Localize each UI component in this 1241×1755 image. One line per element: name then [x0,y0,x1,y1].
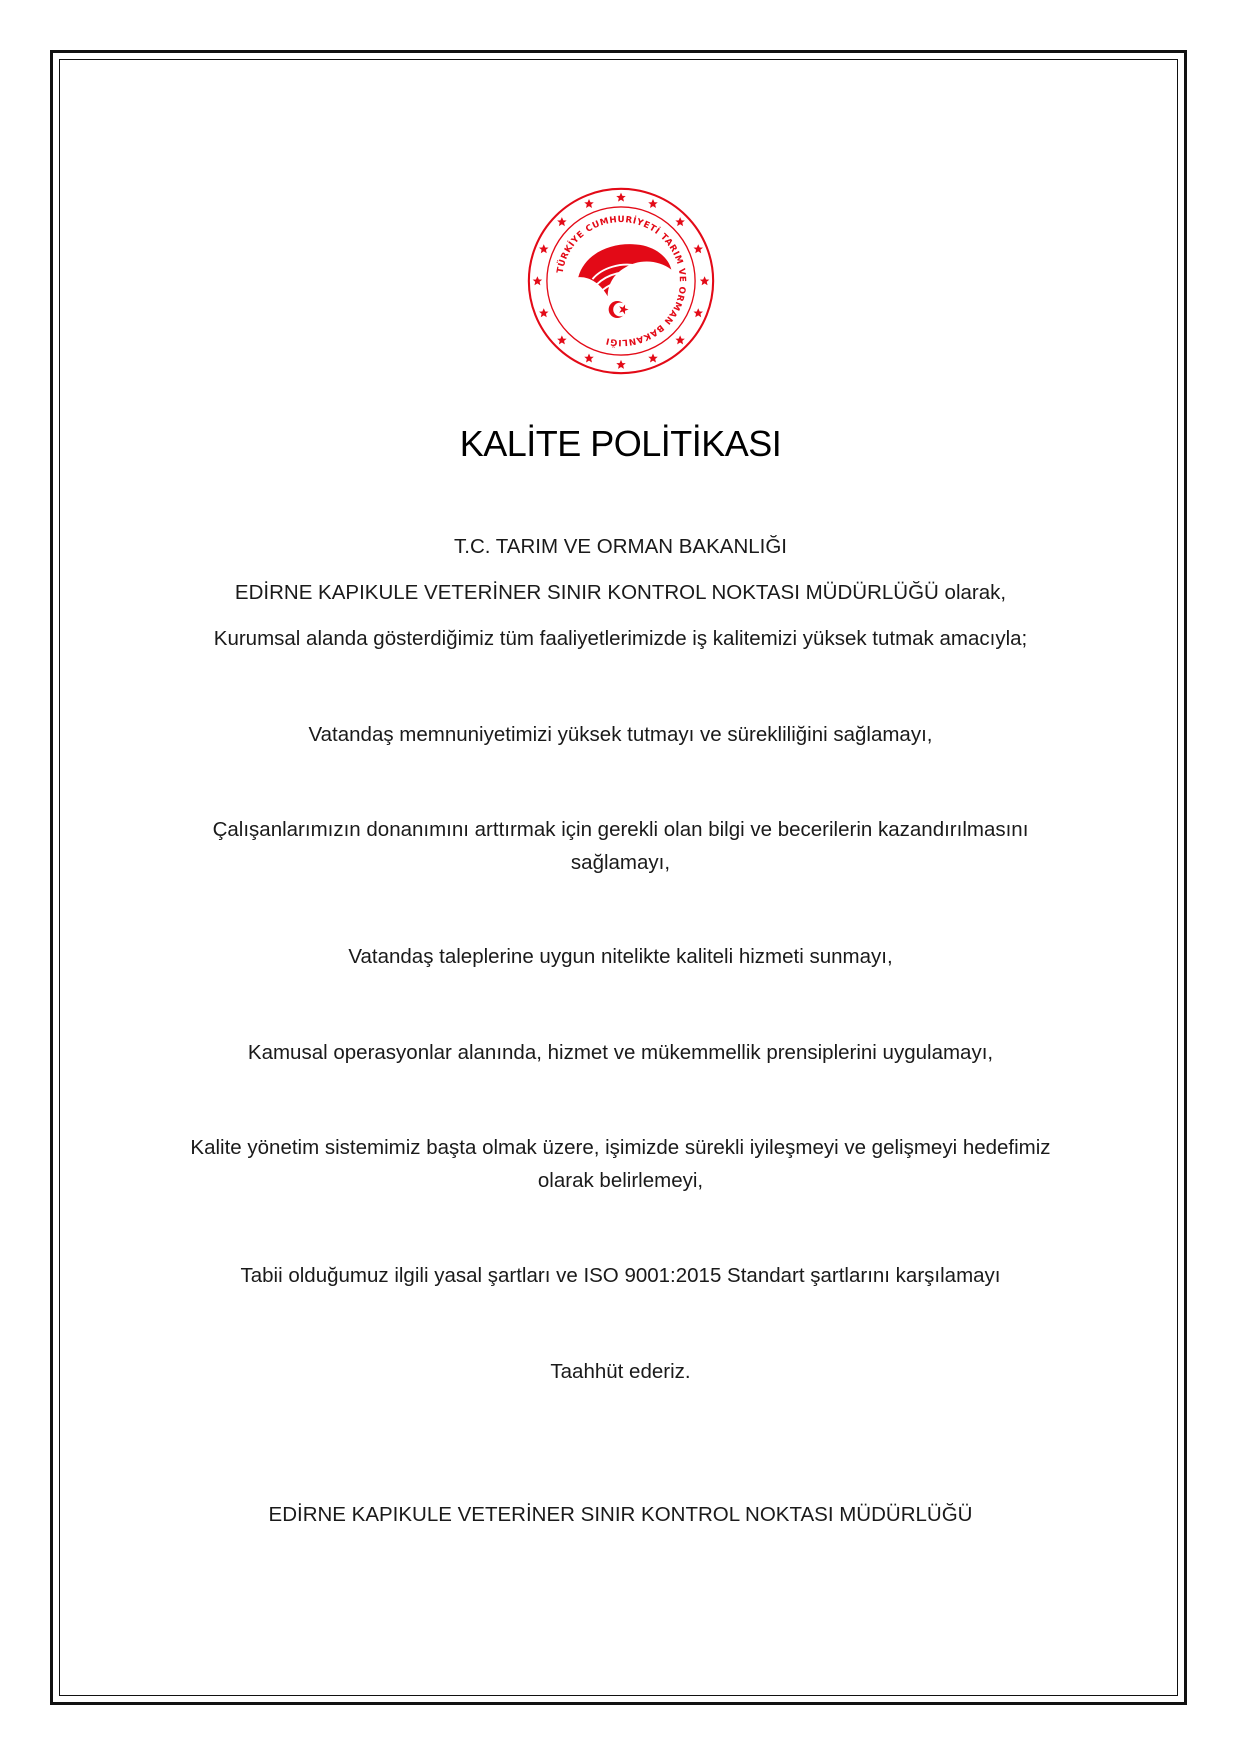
intro-line-ministry: T.C. TARIM VE ORMAN BAKANLIĞI [454,535,787,558]
commitment-5-line-2: olarak belirlemeyi, [537,1169,704,1192]
seal-star-icon [584,353,594,362]
seal-star-icon [616,193,626,202]
seal-star-icon [557,217,567,226]
seal-star-icon [584,199,594,208]
svg-text:TÜRKİYE CUMHURİYETİ TARIM VE O [556,215,687,349]
seal-star-icon [648,353,658,362]
intro-line-purpose: Kurumsal alanda gösterdiğimiz tüm faaliyetlerimizde iş kalitemizi yüksek tutmak amacıyla; [213,627,1028,650]
intro-line-directorate: EDİRNE KAPIKULE VETERİNER SINIR KONTROL NOKTASI MÜDÜRLÜĞÜ olarak, [234,581,1007,604]
seal-star-icon [648,199,658,208]
seal-star-icon [675,335,685,344]
seal-star-icon [557,335,567,344]
closing-statement: Taahhüt ederiz. [550,1360,691,1383]
seal-star-icon [693,244,703,253]
seal-star-icon [675,217,685,226]
ministry-seal-icon [526,186,716,376]
commitment-5-line-1: Kalite yönetim sistemimiz başta olmak üzere, işimizde sürekli iyileşmeyi ve gelişmeyi hedefimiz [190,1136,1051,1159]
seal-star-icon [533,276,543,285]
commitment-4: Kamusal operasyonlar alanında, hizmet ve mükemmellik prensiplerini uygulamayı, [247,1041,994,1064]
seal-star-icon [700,276,710,285]
seal-ring-text: TÜRKİYE CUMHURİYETİ TARIM VE ORMAN BAKANLIĞI [555,215,687,347]
seal-star-icon [539,308,549,317]
page-title: KALİTE POLİTİKASI [459,423,782,464]
commitment-3: Vatandaş taleplerine uygun nitelikte kaliteli hizmeti sunmayı, [348,945,893,968]
seal-star-icon [616,360,626,369]
commitment-2-line-2: sağlamayı, [570,851,671,874]
commitment-1: Vatandaş memnuniyetimizi yüksek tutmayı ve sürekliliğini sağlamayı, [308,723,933,746]
commitment-2-line-1: Çalışanlarımızın donanımını arttırmak için gerekli olan bilgi ve becerilerin kazandırılmasını [212,818,1029,841]
seal-star-icon [693,308,703,317]
signature-directorate: EDİRNE KAPIKULE VETERİNER SINIR KONTROL NOKTASI MÜDÜRLÜĞÜ [268,1503,973,1526]
seal-star-icon [539,244,549,253]
commitment-6: Tabii olduğumuz ilgili yasal şartları ve ISO 9001:2015 Standart şartlarını karşılamayı [240,1264,1001,1287]
